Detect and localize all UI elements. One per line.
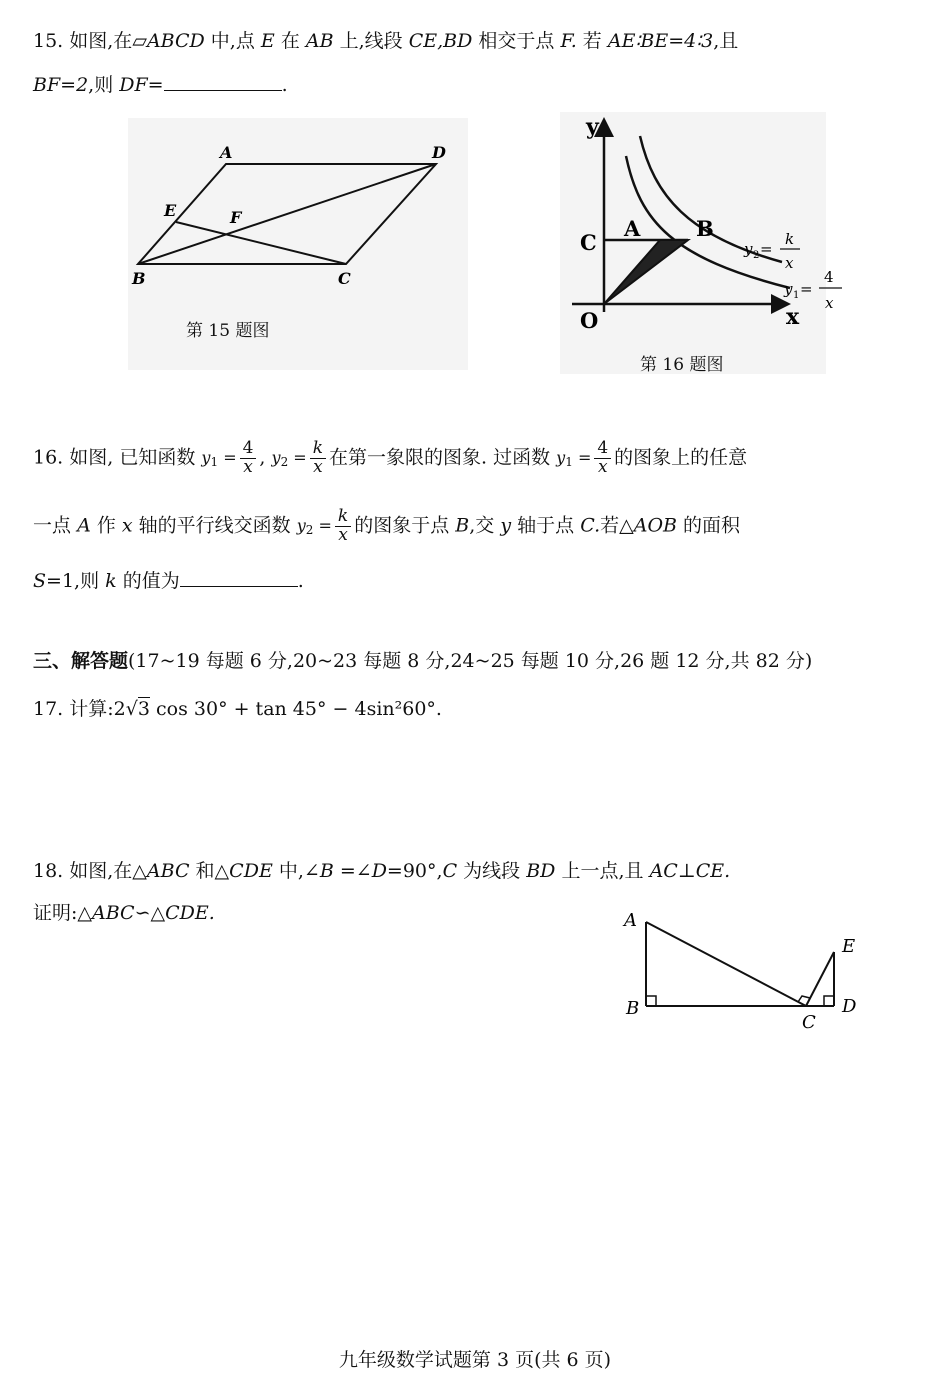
svg-text:1: 1 <box>793 290 800 301</box>
label-d: D <box>432 143 446 162</box>
svg-text:k: k <box>785 230 795 248</box>
svg-text:x: x <box>825 294 834 312</box>
q15-parallelogram-figure <box>128 118 468 370</box>
label-c: C <box>338 269 351 288</box>
section-title: 三、解答题 <box>33 650 129 672</box>
label-a: A <box>220 143 233 162</box>
svg-text:2: 2 <box>753 250 760 261</box>
label-o: O <box>580 308 599 333</box>
svg-text:4: 4 <box>824 268 834 286</box>
q18-line2: 证明:△ABC∽△CDE. <box>33 902 215 924</box>
answer-blank-16[interactable] <box>180 586 298 587</box>
page-footer: 九年级数学试题第 3 页(共 6 页) <box>338 1349 612 1371</box>
right-angle-b <box>646 996 656 1006</box>
svg-text:C: C <box>802 1012 816 1033</box>
q15-number: 15. <box>33 30 64 52</box>
svg-text:y: y <box>784 280 793 298</box>
label-b: B <box>132 269 146 288</box>
svg-text:y: y <box>744 240 753 258</box>
segment-ce <box>806 952 834 1006</box>
section-note: (17~19 每题 6 分,20~23 每题 8 分,24~25 每题 10 分,26 题 12 分,共 82 分) <box>128 650 813 672</box>
triangle-aob <box>604 240 688 304</box>
q18-line1: 18. 如图,在△ABC 和△CDE 中,∠B =∠D=90°,C 为线段 BD 上一点,且 AC⊥CE. <box>33 860 731 882</box>
q16-graph-figure <box>560 112 850 374</box>
q15-caption: 第 15 题图 <box>186 321 270 341</box>
svg-text:x: x <box>785 254 794 272</box>
sqrt-symbol: √ <box>125 698 138 720</box>
q15-line2: BF=2,则 DF= . <box>33 74 288 96</box>
q16-line3: S=1,则 k 的值为 . <box>33 570 304 592</box>
right-angle-d <box>824 996 834 1006</box>
q16-line1: 16. 如图, 已知函数 $y_1$ = $\frac{4}{x}$ , $y_2$ = $\frac{k}{x}$ 在第一象限的图象. 过函数 $y_1$ = $\frac{4}{x}$ 的图象上的任意 <box>33 438 748 477</box>
label-y-axis: y <box>586 114 599 140</box>
label-b: B <box>696 216 714 241</box>
svg-text:E: E <box>842 936 856 957</box>
svg-text:D: D <box>842 996 857 1017</box>
svg-text:=: = <box>800 280 813 298</box>
label-a: A <box>624 216 641 241</box>
q17: 17. 计算:2√3 cos 30° + tan 45° − 4sin²60°. <box>33 698 442 720</box>
q18-triangles-figure <box>616 900 876 1040</box>
q16-line2: 一点 A 作 x 轴的平行线交函数 $y_2$ = $\frac{k}{x}$ 的图象于点 B,交 y 轴于点 C.若△AOB 的面积 <box>33 506 741 545</box>
q16-caption: 第 16 题图 <box>640 355 724 375</box>
label-e: E <box>164 201 177 220</box>
q15-line1: 15. 如图,在▱ABCD 中,点 E 在 AB 上,线段 CE,BD 相交于点 F. 若 AE∶BE=4∶3,且 <box>33 30 739 52</box>
svg-text:=: = <box>760 240 773 258</box>
svg-text:B: B <box>626 998 640 1019</box>
parallelogram-icon: ▱ <box>132 30 147 52</box>
svg-text:A: A <box>624 910 637 931</box>
label-x-axis: x <box>786 304 800 330</box>
answer-blank-15[interactable] <box>164 90 282 91</box>
label-c: C <box>580 230 597 255</box>
label-f: F <box>230 208 242 227</box>
segment-ac <box>646 922 806 1006</box>
section3-header <box>33 650 812 673</box>
